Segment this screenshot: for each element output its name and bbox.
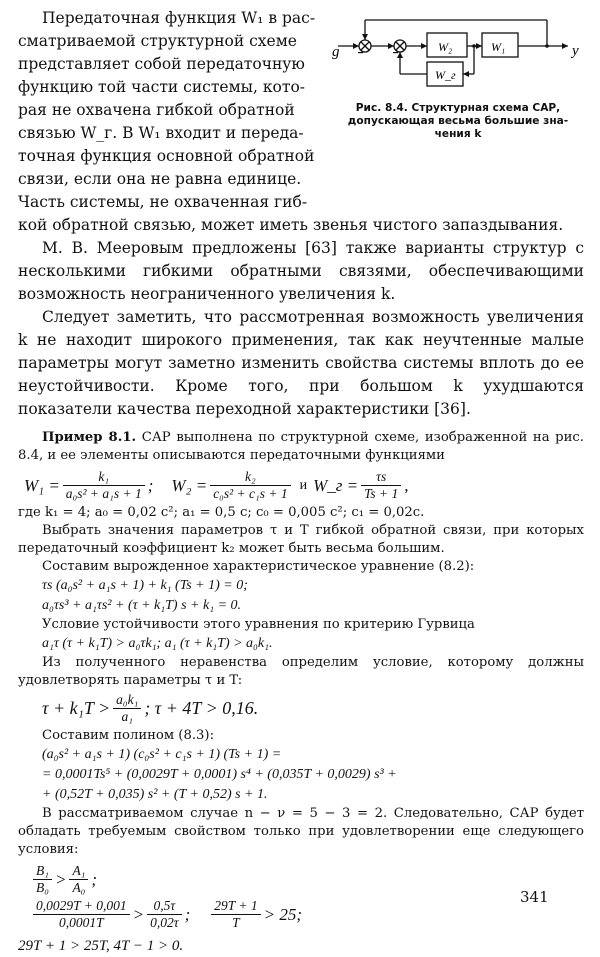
equation-4: τ + k₁T > $\frac{\text{a₀k₁}}{\text{a₁}}$ ; τ + 4T > 0,16. [42,692,259,724]
paragraph-note: Следует заметить, что рассмотренная возможность увеличения k не находит широкого применения, так как неучтенные малые параметры могут заметно изменить свойства системы вплоть до ее неустойчивости. Кроме того, при большом k ухудшаются показатели качества переходной характеристики [36]. [18,308,584,418]
example-intro: Пример 8.1. САР выполнена по структурной схеме, изображенной на рис. 8.4, и ее элементы описываются передаточными функциями [18,430,584,463]
intro-line: точная функция основной обратной [18,147,315,165]
equation-3: a₁τ (τ + k₁T) > a₀τk₁; a₁ (τ + k₁T) > a₀k₁. [42,636,273,651]
task-text: Выбрать значения параметров τ и T гибкой обратной связи, при которых передаточный коэффициент k₂ может быть весьма большим. [18,523,584,556]
transfer-functions: W₁ = $\frac{\text{k₁}}{\text{a₀s² + a₁s + 1}}$ ; W₂ = $\frac{\text{k₂}}{\text{c₀s² + c₁s + 1}}$ и W_г = $\frac{\tau s}{Ts + 1}$ , [24,469,409,501]
page-number: 341 [520,888,549,906]
intro-line: связи, если она не равна единице. [18,170,302,188]
c2-fraction-2: $\frac{0,5\tau}{0,02\tau}$ [147,898,181,931]
equation-5: (a₀s² + a₁s + 1) (c₀s² + c₁s + 1) (Ts + 1) = [42,747,282,762]
a-ratio: $\frac{\text{A₁}}{\text{A₀}}$ [69,863,88,896]
output-label: y [572,43,579,59]
b-ratio: $\frac{\text{B₁}}{\text{B₀}}$ [33,863,52,896]
c2-fraction-3: $\frac{29T + 1}{T}$ [211,898,260,931]
input-label: g [332,44,340,60]
intro-line: Часть системы, не охваченная гиб- [18,193,308,211]
hurwitz-text: Условие устойчивости этого уравнения по критерию Гурвица [42,617,475,632]
block-w1: W₁ [491,40,506,54]
paragraph-meerov: М. В. Мееровым предложены [63] также варианты структур с несколькими гибкими обратными связями, обеспечивающими возможность неограниченного увеличения k. [18,239,584,303]
derive-text: Из полученного неравенства определим условие, которому должны удовлетворять параметры τ и T: [18,655,584,688]
condition-1: $\frac{\text{B₁}}{\text{B₀}}$ > $\frac{\text{A₁}}{\text{A₀}}$ ; [30,863,584,896]
intro-line: рая не охвачена гибкой обратной [18,101,295,119]
w2-fraction: $\frac{\text{k₂}}{\text{c₀s² + c₁s + 1}}$ [210,469,290,502]
intro-line: сматриваемой структурной схеме [18,32,297,50]
equation-7: + (0,52T + 0,035) s² + (T + 0,52) s + 1. [42,787,268,802]
intro-tail: кой обратной связью, может иметь звенья чистого запаздывания. [18,216,564,234]
compose-text: Составим вырожденное характеристическое уравнение (8.2): [42,559,475,574]
wg-fraction: $\frac{\tau s}{Ts + 1}$ [361,469,401,502]
case-text: В рассматриваемом случае n − ν = 5 − 3 = 2. Следовательно, САР будет обладать требуемым свойством только при удовлетворении еще следующего условия: [18,806,584,857]
equation-6: = 0,0001Ts⁵ + (0,0029T + 0,0001) s⁴ + (0,035T + 0,0029) s³ + [42,767,397,782]
block-w2: W₂ [438,40,453,54]
poly-text: Составим полином (8.3): [42,728,215,743]
c2-fraction-1: $\frac{0,0029T + 0,001}{0,0001T}$ [33,898,130,931]
page-body [18,0,584,957]
parameters-line: где k₁ = 4; a₀ = 0,02 c²; a₁ = 0,5 c; c₀ = 0,005 c²; c₁ = 0,02c. [18,505,425,520]
eq4-fraction: $\frac{\text{a₀k₁}}{\text{a₁}}$ [113,692,141,725]
intro-line: связью W_г. В W₁ входит и переда- [18,124,304,142]
equation-2: a₀τs³ + a₁τs² + (τ + k₁T) s + k₁ = 0. [42,598,242,613]
block-wg: W_г [435,68,456,82]
equation-1: τs (a₀s² + a₁s + 1) + k₁ (Ts + 1) = 0; [42,578,248,593]
intro-line: Передаточная функция W₁ в рас- [42,9,316,27]
final-inequality: 29T + 1 > 25T, 4T − 1 > 0. [18,938,184,954]
condition-2: $\frac{0,0029T + 0,001}{0,0001T}$ > $\frac{0,5\tau}{0,02\tau}$ ; $\frac{29T + 1}{T}$ > 25; [30,898,584,931]
example-heading: Пример 8.1. [42,430,137,445]
w1-fraction: $\frac{\text{k₁}}{\text{a₀s² + a₁s + 1}}$ [63,469,145,502]
intro-line: представляет собой передаточную [18,55,305,73]
intro-paragraph [18,7,324,214]
figure-caption: Рис. 8.4. Структурная схема САР, допускающая весьма большие зна- чения k [347,102,569,140]
intro-line: функцию той части системы, кото- [18,78,306,96]
